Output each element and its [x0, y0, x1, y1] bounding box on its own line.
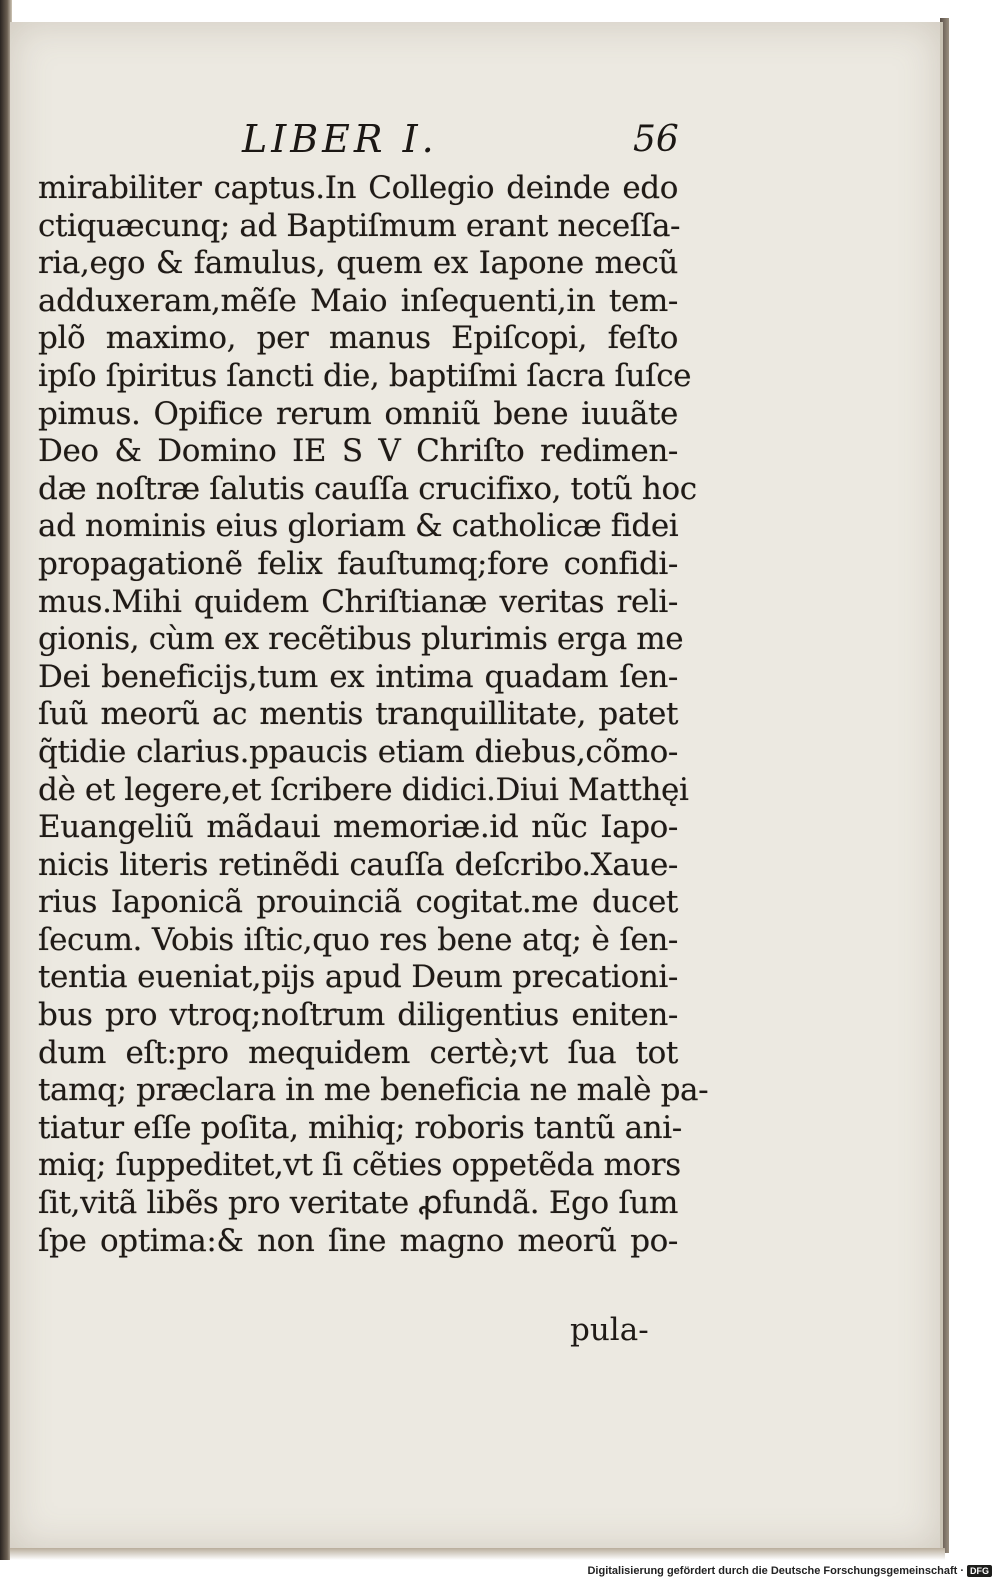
text-line: pimus. Opifice rerum omniũ bene iuuãte: [38, 395, 678, 432]
dfg-logo-icon: DFG: [967, 1565, 992, 1577]
text-line: q̃tidie clarius.ppaucis etiam diebus,cõmo-: [38, 733, 678, 770]
text-line: ipſo ſpiritus ſancti die, baptiſmi ſacra ſuſce: [38, 357, 692, 394]
text-line: ctiquæcunq; ad Baptiſmum erant neceſſa-: [38, 207, 681, 244]
credit-text: Digitalisierung gefördert durch die Deutsche Forschungsgemeinschaft ·: [587, 1565, 964, 1577]
text-line: tentia eueniat,pijs apud Deum precationi-: [38, 959, 678, 996]
page-bottom-edge: [10, 1548, 945, 1560]
text-line: bus pro vtroq;noſtrum diligentius eniten-: [38, 997, 678, 1034]
book-page: [10, 22, 943, 1550]
text-line: mus.Mihi quidem Chriſtianæ veritas reli-: [38, 583, 678, 620]
body-text: [38, 170, 709, 1260]
text-line: ſecum. Vobis iſtic,quo res bene atq; è ſen-: [38, 921, 678, 958]
text-line: tiatur eſſe poſita, mihiq; roboris tantũ ani-: [38, 1109, 682, 1146]
running-head: [10, 117, 940, 167]
text-line: ad nominis eius gloriam & catholicæ fidei: [38, 508, 679, 545]
text-line: propagationẽ felix fauſtumq;fore confidi-: [38, 545, 678, 582]
text-line: nicis literis retinẽdi cauſſa deſcribo.Xaue-: [38, 846, 678, 883]
running-head-title: LIBER I.: [242, 117, 438, 161]
text-line: dæ noſtræ ſalutis cauſſa crucifixo, totũ hoc: [38, 470, 697, 507]
text-line: mirabiliter captus.In Collegio deinde edo: [38, 170, 678, 206]
text-line: dè et legere,et ſcribere didici.Diui Matthęi: [38, 771, 689, 808]
text-line: tamq; præclara in me beneficia ne malè pa-: [38, 1072, 709, 1109]
text-line: dum eſt:pro mequidem certè;vt ſua tot: [38, 1034, 678, 1071]
digitization-credit: [587, 1563, 992, 1579]
text-line: adduxeram,mẽſe Maio inſequenti,in tem-: [38, 282, 678, 319]
text-line: ſit,vitã libẽs pro veritate ꝓfundã. Ego ſum: [38, 1185, 678, 1222]
text-line: Euangeliũ mãdaui memoriæ.id nũc Iapo-: [38, 809, 678, 846]
catchword: pula-: [570, 1312, 649, 1348]
text-line: ſuũ meorũ ac mentis tranquillitate, patet: [38, 696, 678, 733]
text-line: miq; ſuppeditet,vt ſi cẽties oppetẽda mors: [38, 1147, 681, 1184]
text-line: gionis, cùm ex recẽtibus plurimis erga me: [38, 621, 684, 658]
text-line: Dei beneficijs,tum ex intima quadam ſen-: [38, 658, 678, 695]
text-line: Deo & Domino IE S V Chriſto redimen-: [38, 433, 678, 470]
text-line: plõ maximo, per manus Epiſcopi, feſto: [38, 320, 678, 357]
text-line: ſpe optima:& non ſine magno meorũ po-: [38, 1222, 678, 1259]
text-line: ria,ego & famulus, quem ex Iapone mecũ: [38, 245, 678, 282]
page-number: 56: [633, 119, 679, 160]
text-line: rius Iaponicã prouinciã cogitat.me ducet: [38, 884, 678, 921]
